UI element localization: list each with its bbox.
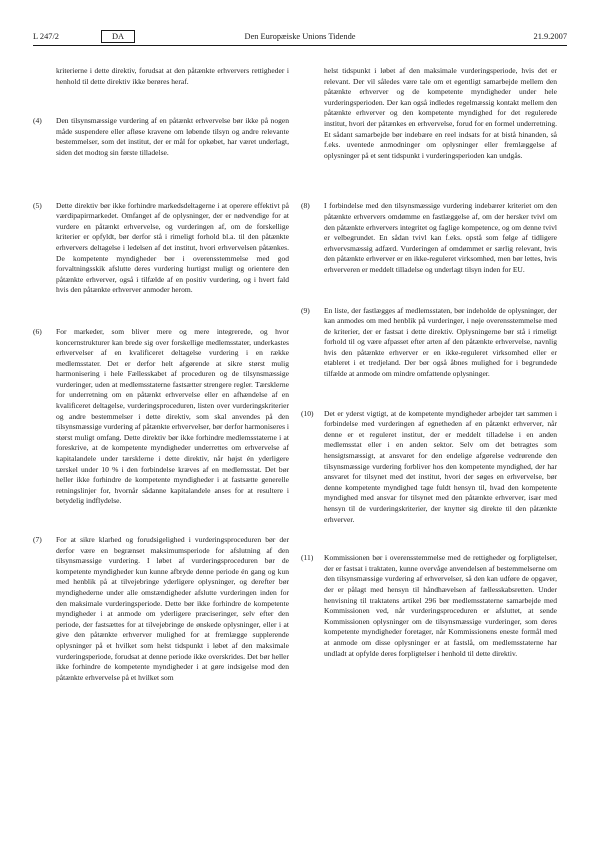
recital-text: For at sikre klarhed og forudsigelighed i vurderingsproceduren bør der derfor være en begrænset maksimumsperiode for afslutning af den tilsynsmæssige vurdering. I løbet af vurderingsproceduren bør de kompetente myndigheder kun kunne afbryde denne periode én gang og kun med henblik på at tilvejebringe yderligere oplysninger, og derefter bør myndighederne under alle omstændigheder afslutte vurderingen inden for den maksimale vurderingsperiode. Dette bør ikke forhindre de kompetente myndigheder i at anmode om yderligere præciseringer, selv efter den periode, der fastsættes for at tilvejebringe de ønskede oplysninger, eller i at give den påtænkte erhverver mulighed for at fremlægge supplerende oplysninger på et hvilket som helst tidspunkt i løbet af den maksimale vurderingsperiode, forudsat at denne periode ikke overskrides. Det bør heller ikke forhindre de kompetente myndigheder i at gøre indsigelse mod den påtænkte erhvervelse på et hvilket som [56, 535, 289, 682]
recital-number: (9) [301, 305, 310, 315]
recital-5 [33, 201, 289, 296]
recital-text: Dette direktiv bør ikke forhindre markedsdeltagerne i at operere effektivt på værdipapirmarkedet. Omfanget af de oplysninger, der er nødvendige for at vurdere en påtænkt erhvervelse, og vurderingen af, om de forskellige kriterier er opfyldt, bør derfor stå i rimeligt forhold bl.a. til den påtænkte erhververs deltagelse i ledelsen af det institut, hvori erhvervelsen påtænkes. De kompetente myndigheder bør i overensstemmelse med god forvaltningsskik afslutte deres vurdering hurtigst muligt og orientere den påtænkte erhverver, også i tilfælde af en positiv vurdering, og i hvert fald hvis den påtænkte erhverver anmoder herom. [56, 200, 289, 295]
recital-number: (6) [33, 326, 42, 336]
recital-number: (7) [33, 535, 42, 544]
header-divider [33, 45, 567, 46]
right-column [301, 66, 557, 659]
recital-6 [33, 327, 289, 507]
recital-number: (5) [33, 200, 42, 210]
publication-date: 21.9.2007 [533, 32, 567, 41]
recital-4 [33, 116, 289, 158]
continuation-text: helst tidspunkt i løbet af den maksimale vurderingsperiode, hvis det er relevant. Der vil således være tale om et egentligt samarbejde mellem den påtænkte erhverver og de kompetente myndigheder under hele vurderingsperioden. Der kan også indledes regelmæssig kontakt mellem den påtænkte erhverver og den kompetente myndighed for det regulerede institut, hvori der påtænkes en erhvervelse, forud for en formel underretning. Et sådant samarbejde bør indebære en reel indsats for at bistå hinanden, så f.eks. uventede anmodninger om oplysninger eller fremlæggelse af oplysninger på et sent tidspunkt i vurderingsperioden kan undgås. [324, 66, 557, 160]
recital-9 [301, 306, 557, 380]
recital-number: (4) [33, 116, 42, 126]
left-column [33, 66, 289, 683]
recital-text: Den tilsynsmæssige vurdering af en påtænkt erhvervelse bør ikke på nogen måde suspendere eller afløse kravene om løbende tilsyn og andre relevante bestemmelser, som det institut, der er mål for opkøbet, har været underlagt, siden det modtog sin første tilladelse. [56, 116, 289, 157]
recital-number: (10) [301, 408, 314, 418]
continuation-text: kriterierne i dette direktiv, forudsat at den påtænkte erhververs rettigheder i henhold til dette direktiv ikke berøres heraf. [56, 66, 289, 86]
recital-7 [33, 535, 289, 683]
recital-text: I forbindelse med den tilsynsmæssige vurdering indebærer kriteriet om den påtænkte erhververs omdømme en fastlæggelse af, om der hersker tvivl om den påtænkte erhververs integritet og faglige kompetence, og om denne tvivl er velbegrundet. En sådan tvivl kan f.eks. opstå som følge af tidligere erhvervsmæssig adfærd. Vurderingen af omdømmet er særlig relevant, hvis den påtænkte erhverver er en ikke-reguleret virksomhed, men bør lettes, hvis erhververen er meddelt tilladelse og underlagt tilsyn inden for EU. [324, 201, 557, 274]
recital-8 [301, 201, 557, 275]
recital-number: (11) [301, 553, 314, 563]
recital-11 [301, 553, 557, 659]
journal-title: Den Europæiske Unions Tidende [244, 32, 356, 41]
recital-text: Det er yderst vigtigt, at de kompetente myndigheder arbejder tæt sammen i forbindelse med vurderingen af egnetheden af en påtænkt erhverver, når denne er et reguleret institut, der er meddelt tilladelse i en anden medlemsstat eller i en anden sektor. Selv om det betragtes som hensigtsmæssigt, at ansvaret for den endelige afgørelse vedrørende den tilsynsmæssige vurdering forbliver hos den kompetente myndighed, der har ansvaret for tilsynet med det institut, hvori der søges en erhvervelse, bør denne kompetente myndighed tage fuldt hensyn til, hvad den kompetente myndighed med ansvar for tilsynet med den påtænkte erhverver, især med hensyn til de vurderingskriterier, der knytter sig direkte til den påtænkte erhverver. [324, 408, 557, 524]
page-header [33, 28, 567, 46]
language-badge: DA [101, 30, 135, 43]
recital-text: For markeder, som bliver mere og mere integrerede, og hvor koncernstrukturer kan brede sig over forskellige medlemsstater, underkastes erhvervelser af en kvalificeret deltagelse vurdering i en række medlemsstater. Det er derfor helt afgørende at sikre størst mulig harmonisering i hele Fællesskabet af proceduren og de tilsynsmæssige vurderinger, uden at medlemsstaterne fastsætter strengere regler. Tærsklerne for underretning om en påtænkt erhvervelse eller en afhændelse af en kvalificeret deltagelse, vurderingsproceduren, listen over vurderingskriterier og andre bestemmelser i dette direktiv, som skal anvendes på den tilsynsmæssige vurdering af påtænkte erhvervelser, bør derfor harmoniseres i størst muligt omfang. Dette direktiv bør ikke forhindre medlemsstaterne i at foreskrive, at de kompetente myndigheder underrettes om erhvervelse af kapitalandele under tærsklerne i dette direktiv, når højst én yderligere tærskel under 10 % i den forbindelse kræves af en medlemsstat. Det bør heller ikke forhindre de kompetente myndigheder i at fastsætte generelle retningslinjer for, hvornår sådanne kapitalandele anses for at resultere i betydelig indflydelse. [56, 326, 289, 506]
page-reference: L 247/2 [33, 32, 59, 41]
recital-text: En liste, der fastlægges af medlemsstaten, bør indeholde de oplysninger, der kan anmodes om med henblik på vurderinger, i nøje overensstemmelse med de kriterier, der er fastsat i dette direktiv. Oplysningerne bør stå i rimeligt forhold til og være afpasset efter arten af den påtænkte erhvervelse, navnlig hvis den påtænkte erhverver er en ikke-reguleret virksomhed eller er etableret i et tredjeland. Der bør også åbnes mulighed for i begrundede tilfælde at anmode om mindre omfattende oplysninger. [324, 305, 557, 379]
recital-10 [301, 409, 557, 526]
recital-text: Kommissionen bør i overensstemmelse med de rettigheder og forpligtelser, der er fastsat i traktaten, kunne overvåge anvendelsen af bestemmelserne om den tilsynsmæssige vurdering af erhvervelser, så den kan udføre de opgaver, der er pålagt med hensyn til håndhævelsen af fællesskabsretten. Under henvisning til traktatens artikel 296 bør medlemsstaterne samarbejde med Kommissionen ved, når vurderingsproceduren er afsluttet, at sende Kommissionen oplysninger om de tilsynsmæssige vurderinger, som deres kompetente myndigheder foretager, når Kommissionens eneste formål med at anmode om disse oplysninger er at fastslå, om medlemsstaterne har undladt at opfylde deres forpligtelser i henhold til dette direktiv. [324, 553, 557, 658]
recital-number: (8) [301, 201, 310, 211]
